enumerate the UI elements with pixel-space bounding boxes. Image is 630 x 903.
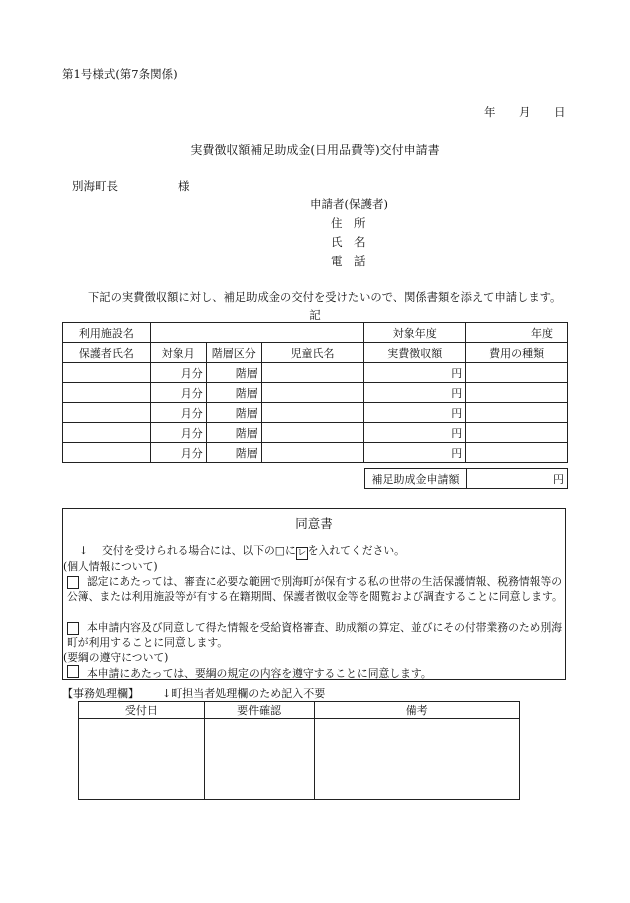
- header-guardian-name: 保護者氏名: [63, 343, 151, 363]
- facility-row: [63, 323, 568, 343]
- down-arrow-icon: ↓: [79, 544, 89, 557]
- yen-unit: 円: [451, 406, 463, 420]
- tier-cell[interactable]: [206, 403, 261, 423]
- table-row: [63, 403, 568, 423]
- yen-unit: 円: [451, 386, 463, 400]
- month-cell[interactable]: [150, 383, 206, 403]
- cost-type-cell[interactable]: [466, 363, 568, 383]
- facility-label: 利用施設名: [63, 323, 151, 343]
- table-row: [63, 363, 568, 383]
- tier-unit: 階層: [235, 366, 258, 380]
- request-text: 下記の実費徴収額に対し、補足助成金の交付を受けたいので、関係書類を添えて申請します。: [88, 291, 562, 304]
- consent-item-1: [67, 574, 563, 604]
- office-received-cell[interactable]: [79, 719, 205, 800]
- year-unit: 年度: [531, 326, 553, 340]
- header-child-name: 児童氏名: [261, 343, 364, 363]
- subsidy-amount-input[interactable]: [466, 469, 567, 489]
- tier-unit: 階層: [235, 386, 258, 400]
- office-header-received: 受付日: [79, 702, 205, 719]
- child-name-cell[interactable]: [261, 423, 364, 443]
- applicant-address-label: 住 所: [331, 216, 366, 230]
- date-day-label: 日: [554, 105, 566, 119]
- child-name-cell[interactable]: [261, 383, 364, 403]
- consent-checkbox-3[interactable]: [67, 665, 79, 678]
- amount-cell[interactable]: [364, 423, 466, 443]
- consent-item-2-text: 本申請内容及び同意して得た情報を受給資格審査、助成額の算定、並びにその付帯業務のため別海町が利用することに同意します。: [67, 621, 563, 649]
- month-unit: 月分: [180, 386, 203, 400]
- year-label: 対象年度: [364, 323, 466, 343]
- subsidy-table: [364, 468, 568, 489]
- header-amount: 実費徴収額: [364, 343, 466, 363]
- guardian-name-cell[interactable]: [63, 363, 151, 383]
- office-label: 【事務処理欄】: [62, 687, 139, 700]
- cost-type-cell[interactable]: [466, 423, 568, 443]
- header-tier: 階層区分: [206, 343, 261, 363]
- amount-cell[interactable]: [364, 443, 466, 463]
- cost-type-cell[interactable]: [466, 443, 568, 463]
- consent-item-2: [67, 620, 563, 650]
- ki-label: 記: [309, 308, 321, 322]
- month-cell[interactable]: [150, 423, 206, 443]
- child-name-cell[interactable]: [261, 443, 364, 463]
- tier-cell[interactable]: [206, 363, 261, 383]
- form-number: 第1号様式(第7条関係): [62, 67, 178, 81]
- month-cell[interactable]: [150, 443, 206, 463]
- guardian-name-cell[interactable]: [63, 423, 151, 443]
- consent-item-3-text: 本申請にあたっては、要綱の規定の内容を遵守することに同意します。: [87, 667, 432, 680]
- amount-cell[interactable]: [364, 403, 466, 423]
- cost-type-cell[interactable]: [466, 403, 568, 423]
- date-month-label: 月: [519, 105, 531, 119]
- consent-item-1-text: 認定にあたっては、審査に必要な範囲で別海町が保有する私の世帯の生活保護情報、税務情報等の公簿、または利用施設等が有する在籍期間、保護者徴収金等を閲覧および調査することに同意します。: [67, 575, 563, 603]
- addressee-honorific: 様: [178, 179, 190, 193]
- office-notes-cell[interactable]: [314, 719, 519, 800]
- yen-unit: 円: [451, 426, 463, 440]
- section-rules: (要綱の遵守について): [63, 651, 169, 664]
- cost-type-cell[interactable]: [466, 383, 568, 403]
- header-row: [63, 343, 568, 363]
- office-check-cell[interactable]: [204, 719, 314, 800]
- guardian-name-cell[interactable]: [63, 403, 151, 423]
- table-row: [63, 423, 568, 443]
- guardian-name-cell[interactable]: [63, 443, 151, 463]
- yen-unit: 円: [451, 446, 463, 460]
- check-mark-icon: レ: [297, 548, 307, 558]
- tier-unit: 階層: [235, 446, 258, 460]
- child-name-cell[interactable]: [261, 363, 364, 383]
- yen-unit: 円: [553, 472, 564, 486]
- month-cell[interactable]: [150, 363, 206, 383]
- office-header-check: 要件確認: [204, 702, 314, 719]
- consent-box: [62, 508, 566, 680]
- fee-table: [62, 322, 568, 463]
- tier-cell[interactable]: [206, 443, 261, 463]
- amount-cell[interactable]: [364, 363, 466, 383]
- month-unit: 月分: [180, 406, 203, 420]
- year-input[interactable]: [466, 323, 568, 343]
- document-title: 実費徴収額補足助成金(日用品費等)交付申請書: [190, 143, 440, 157]
- subsidy-label: 補足助成金申請額: [365, 469, 467, 489]
- tier-unit: 階層: [235, 426, 258, 440]
- header-cost-type: 費用の種類: [466, 343, 568, 363]
- office-table: [78, 701, 520, 800]
- consent-item-3: [67, 665, 432, 681]
- amount-cell[interactable]: [364, 383, 466, 403]
- facility-input[interactable]: [150, 323, 364, 343]
- consent-checkbox-1[interactable]: [67, 576, 79, 589]
- consent-instruction: [79, 543, 405, 560]
- applicant-phone-label: 電 話: [331, 254, 366, 268]
- table-row: [63, 383, 568, 403]
- date-year-label: 年: [484, 105, 496, 119]
- applicant-heading: 申請者(保護者): [310, 197, 388, 211]
- consent-title: 同意書: [295, 516, 333, 531]
- tier-unit: 階層: [235, 406, 258, 420]
- applicant-name-label: 氏 名: [331, 235, 366, 249]
- month-unit: 月分: [180, 446, 203, 460]
- tier-cell[interactable]: [206, 383, 261, 403]
- table-row: [63, 443, 568, 463]
- instruction-pre: 交付を受けられる場合には、以下の□に: [102, 544, 296, 557]
- header-month: 対象月: [150, 343, 206, 363]
- addressee-name: 別海町長: [72, 179, 118, 193]
- consent-checkbox-2[interactable]: [67, 622, 79, 635]
- instruction-post: を入れてください。: [307, 544, 405, 557]
- section-personal-info: (個人情報について): [63, 560, 158, 573]
- month-unit: 月分: [180, 426, 203, 440]
- tier-cell[interactable]: [206, 423, 261, 443]
- month-unit: 月分: [180, 366, 203, 380]
- office-header-notes: 備考: [314, 702, 519, 719]
- office-note: ↓町担当者処理欄のため記入不要: [162, 687, 326, 700]
- child-name-cell[interactable]: [261, 403, 364, 423]
- yen-unit: 円: [451, 366, 463, 380]
- guardian-name-cell[interactable]: [63, 383, 151, 403]
- month-cell[interactable]: [150, 403, 206, 423]
